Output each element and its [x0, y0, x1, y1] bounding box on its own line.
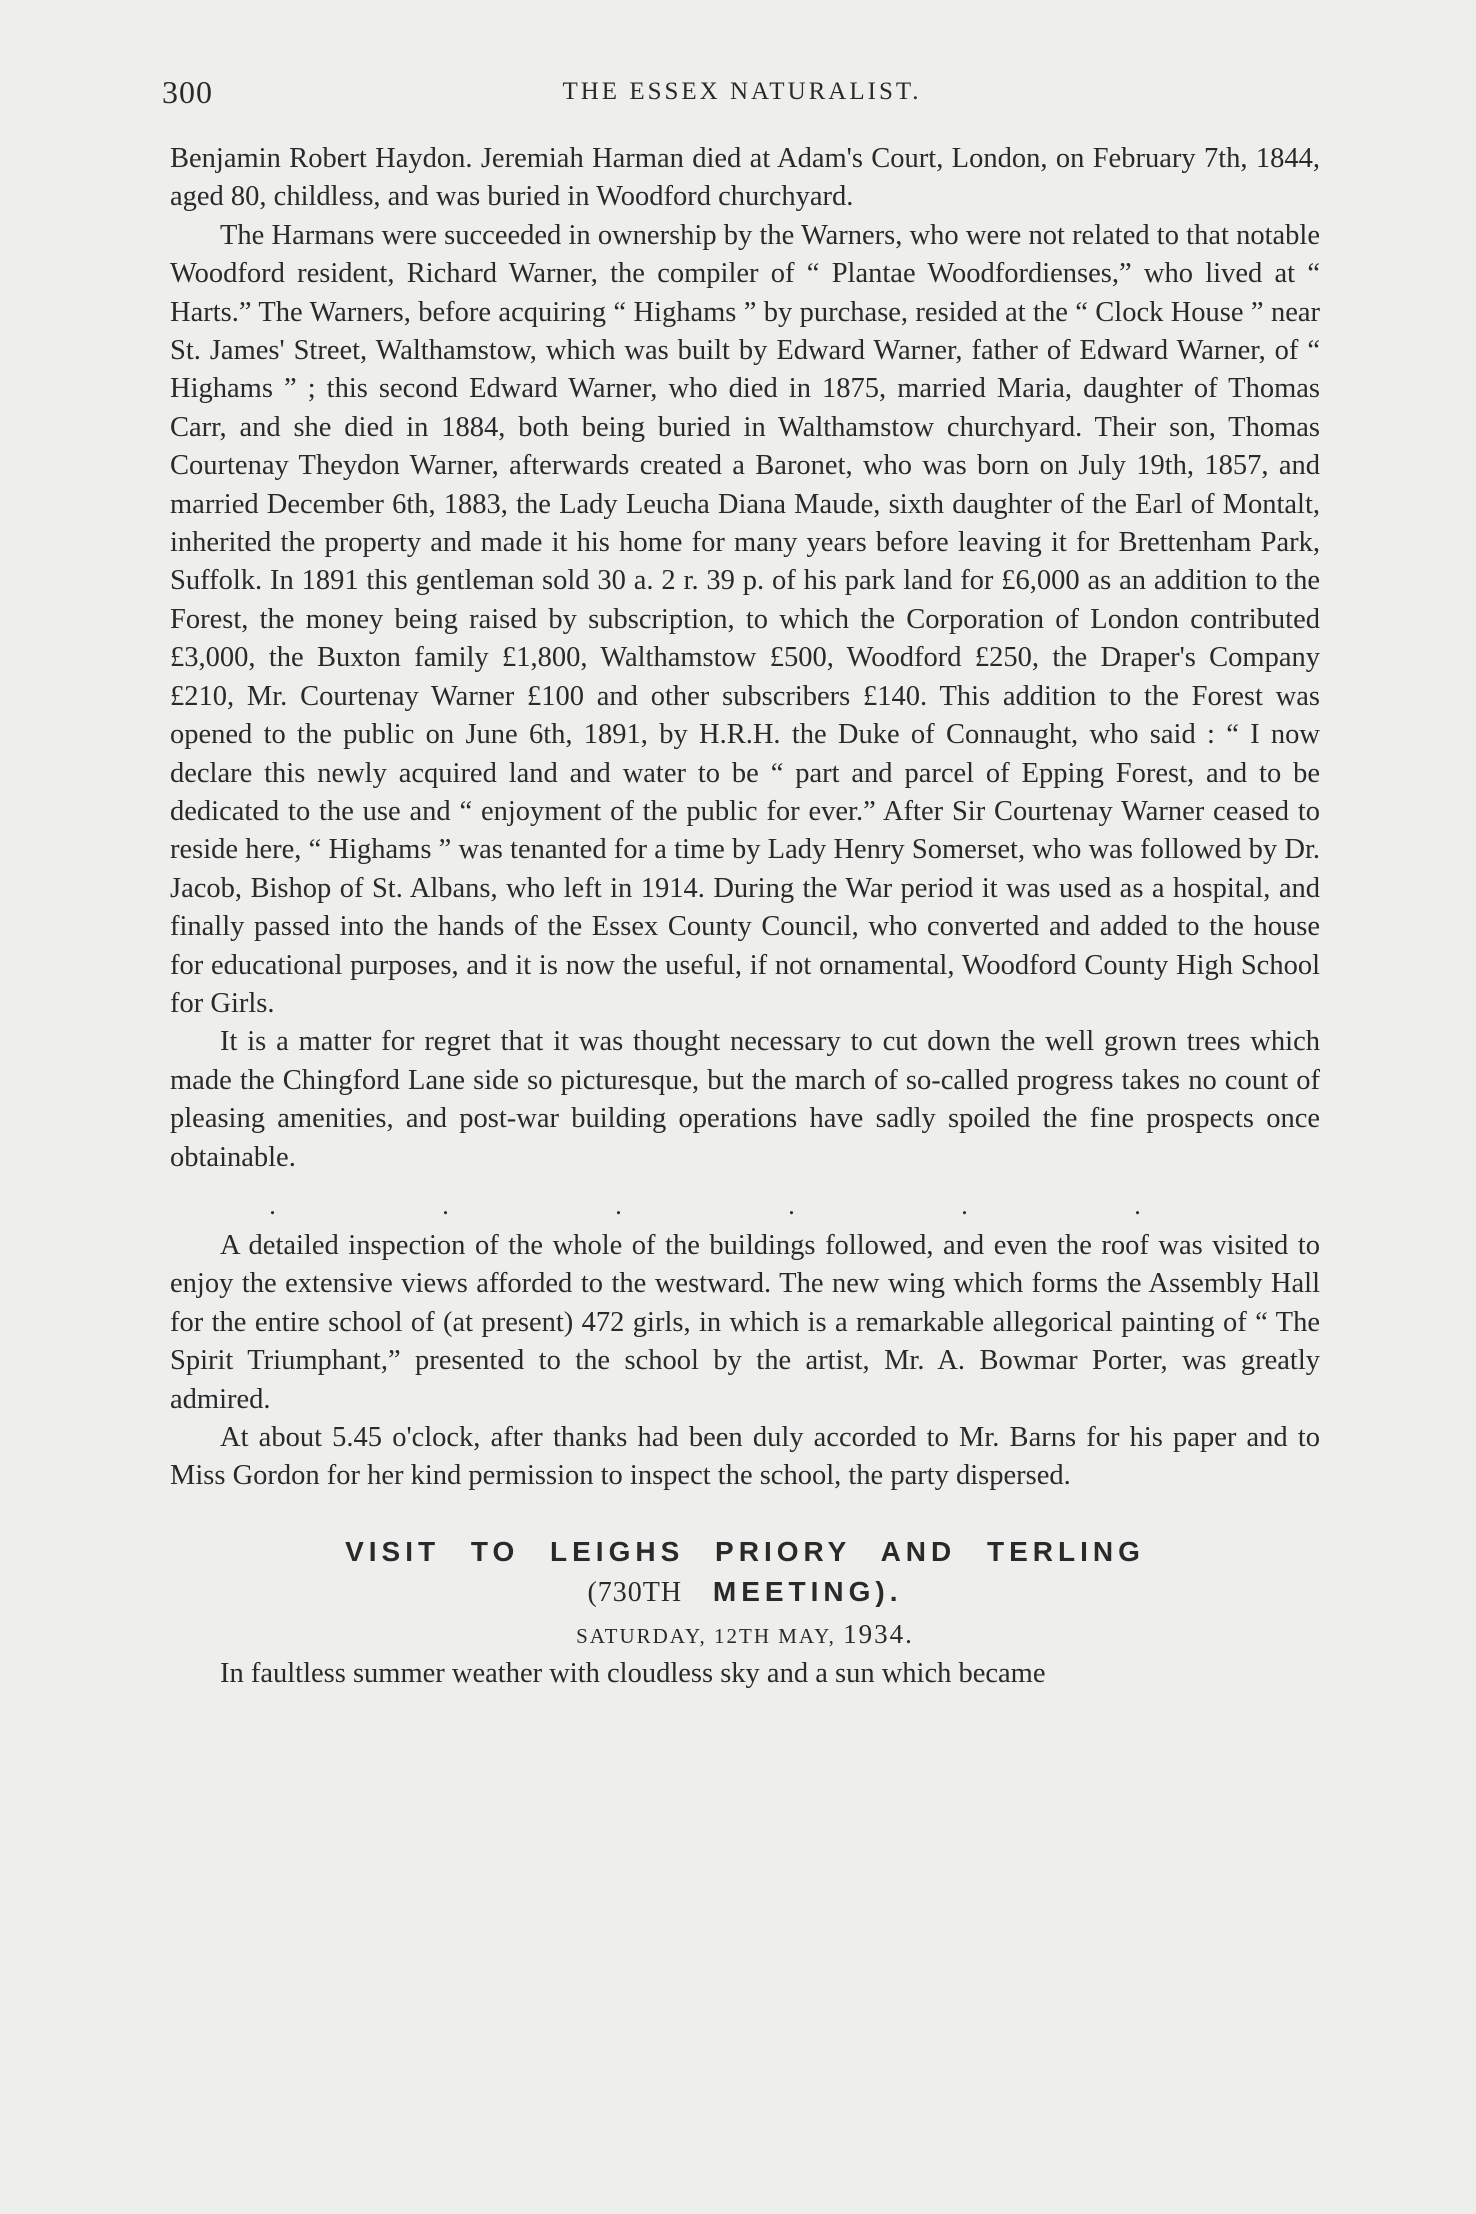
paragraph-opening: In faultless summer weather with cloudless sky and a sun which became [220, 1657, 1046, 1689]
paragraph-dispersed: At about 5.45 o'clock, after thanks had been duly accorded to Mr. Barns for his paper and to Miss Gordon for her kind permission to inspect the school, the party dispersed. [170, 1422, 1320, 1492]
section-heading [170, 1532, 1320, 1655]
section-subtitle [170, 1572, 1320, 1613]
paragraph-continued: Benjamin Robert Haydon. Jeremiah Harman died at Adam's Court, London, on February 7th, 1844, aged 80, childless, and was buried in Woodford churchyard. [170, 143, 1320, 213]
section-separator: . . . . . . [269, 1190, 1221, 1220]
meeting-number: (730TH [587, 1576, 683, 1608]
meeting-date [170, 1615, 1320, 1655]
page-number: 300 [162, 74, 213, 110]
paragraph-regret: It is a matter for regret that it was thought necessary to cut down the well grown trees which made the Chingford Lane side so picturesque, but the march of so-called progress takes no count of pleasing amenities, and post-war building operations have sadly spoiled the fine prospects once obtainable. [170, 1026, 1320, 1173]
paragraph-warners: The Harmans were succeeded in ownership by the Warners, who were not related to that notable Woodford resident, Richard Warner, the compiler of “ Plantae Woodfordienses,” who lived at “ Harts.” The Warners, before acquiring “ Highams ” by purchase, resided at the “ Clock House ” near St. James' Street, Walthamstow, which was built by Edward Warner, father of Edward Warner, of “ Highams ” ; this second Edward Warner, who died in 1875, married Maria, daughter of Thomas Carr, and she died in 1884, both being buried in Walthamstow churchyard. Their son, Thomas Courtenay Theydon Warner, afterwards created a Baronet, who was born on July 19th, 1857, and married December 6th, 1883, the Lady Leucha Diana Maude, sixth daughter of the Earl of Montalt, inherited the property and made it his home for many years before leaving it for Brettenham Park, Suffolk. In 1891 this gentleman sold 30 a. 2 r. 39 p. of his park land for £6,000 as an addition to the Forest, the money being raised by subscription, to which the Corporation of London contributed £3,000, the Buxton family £1,800, Walthamstow £500, Woodford £250, the Draper's Company £210, Mr. Courtenay Warner £100 and other subscribers £140. This addition to the Forest was opened to the public on June 6th, 1891, by H.R.H. the Duke of Connaught, who said : “ I now declare this newly acquired land and water to be “ part and parcel of Epping Forest, and to be dedicated to the use and “ enjoyment of the public for ever.” After Sir Courtenay Warner ceased to reside here, “ Highams ” was tenanted for a time by Lady Henry Somerset, who was followed by Dr. Jacob, Bishop of St. Albans, who left in 1914. During the War period it was used as a hospital, and finally passed into the hands of the Essex County Council, who converted and added to the house for educational purposes, and it is now the useful, if not ornamental, Woodford County High School for Girls. [170, 219, 1320, 1019]
meeting-date-year: 1934. [843, 1618, 914, 1649]
body-text [170, 140, 1320, 1693]
meeting-date-day: SATURDAY, 12TH MAY, [576, 1623, 836, 1648]
journal-title: THE ESSEX NATURALIST. [562, 78, 922, 105]
paragraph-inspection: A detailed inspection of the whole of the buildings followed, and even the roof was visited to enjoy the extensive views afforded to the westward. The new wing which forms the Assembly Hall for the entire school of (at present) 472 girls, in which is a remarkable allegorical painting of “ The Spirit Triumphant,” presented to the school by the artist, Mr. A. Bowmar Porter, was greatly admired. [170, 1229, 1320, 1415]
running-head [162, 74, 1322, 118]
meeting-label: MEETING). [712, 1575, 903, 1607]
section-title: VISIT TO LEIGHS PRIORY AND TERLING [345, 1535, 1145, 1567]
